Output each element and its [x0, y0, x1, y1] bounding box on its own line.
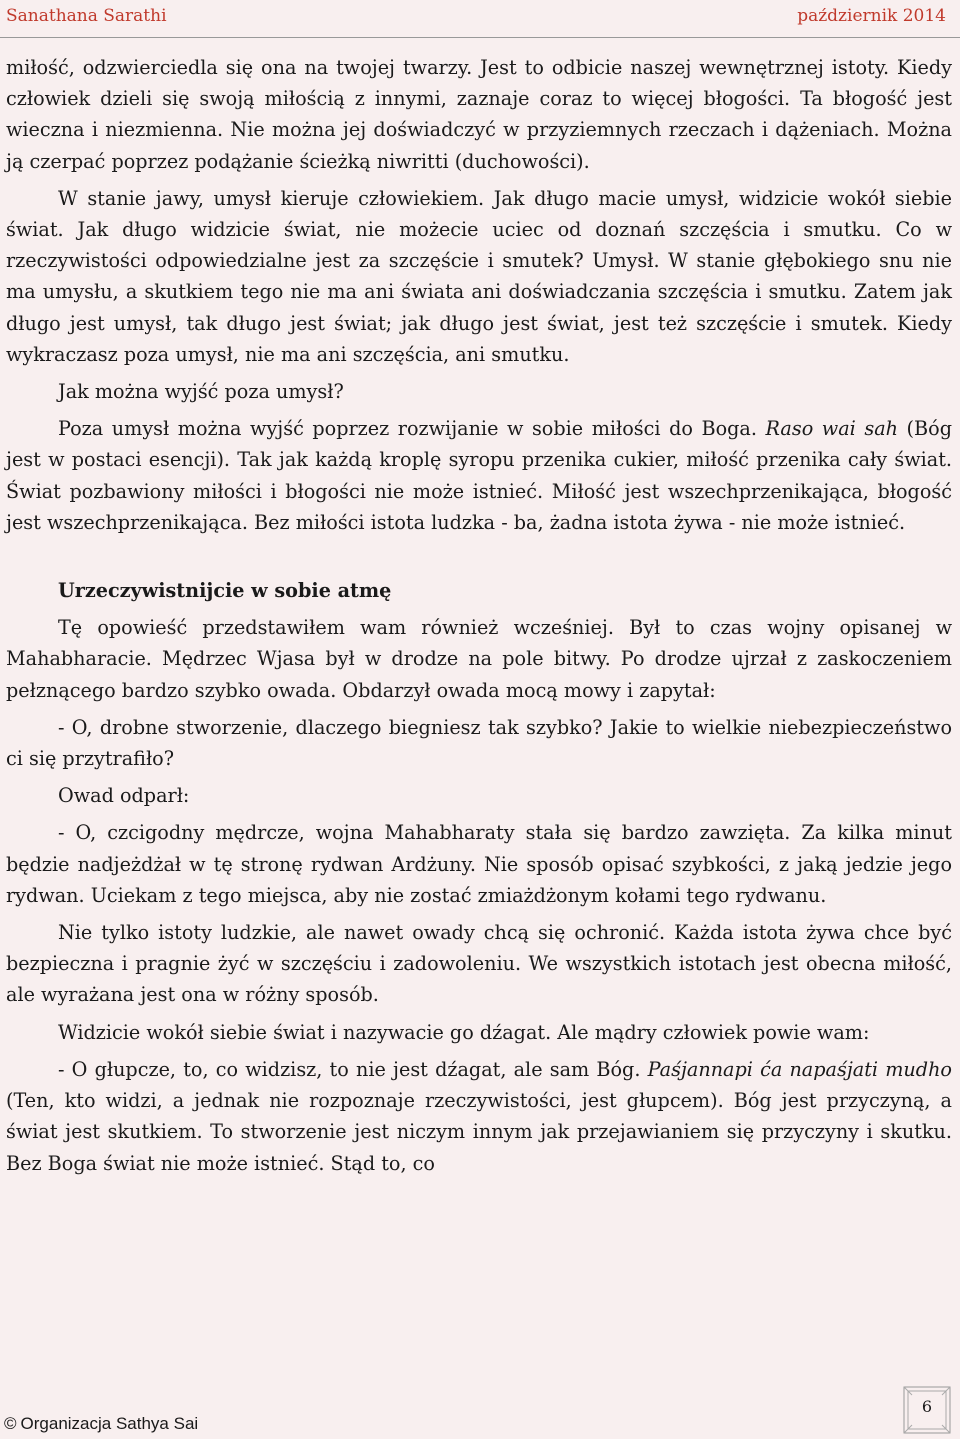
- page-number-badge: [902, 1385, 952, 1435]
- italic-phrase: Raso wai sah: [765, 417, 898, 441]
- dialogue-paragraph: - O, czcigodny mędrcze, wojna Mahabharaty stała się bardzo zawzięta. Za kilka minut będzie nadjeżdżał w tę stronę rydwan Ardżuny. Nie sposób opisać szybkości, z jaką jedzie jego rydwan. Uciekam z tego miejsca, aby nie zostać zmiażdżonym kołami tego rydwanu.: [6, 821, 952, 907]
- copyright-icon: ©: [4, 1414, 17, 1433]
- page-header: [6, 0, 946, 32]
- paragraph: miłość, odzwierciedla się ona na twojej twarzy. Jest to odbicie naszej wewnętrznej istoty. Kiedy człowiek dzieli się swoją miłością z innymi, zaznaje coraz to więcej błogości. Ta błogość jest wieczna i niezmienna. Nie można jej doświadczyć w przyziemnych rzeczach i dążeniach. Można ją czerpać poprzez podążanie ścieżką niwritti (duchowości).: [6, 56, 952, 173]
- question-paragraph: Jak można wyjść poza umysł?: [58, 380, 344, 404]
- header-publication-title: Sanathana Sarathi: [6, 6, 167, 26]
- page-number: 6: [921, 1397, 933, 1416]
- paragraph: Widzicie wokół siebie świat i nazywacie go dźagat. Ale mądry człowiek powie wam:: [58, 1020, 870, 1044]
- footer-organization: Organizacja Sathya Sai: [20, 1414, 199, 1433]
- paragraph: Owad odparł:: [58, 784, 190, 808]
- header-divider: [0, 37, 960, 38]
- dialogue-paragraph: - O, drobne stworzenie, dlaczego biegniesz tak szybko? Jakie to wielkie niebezpieczeństwo ci się przytrafiło?: [6, 715, 952, 771]
- dialogue-paragraph: - O głupcze, to, co widzisz, to nie jest dźagat, ale sam Bóg. Paśjannapi ća napaśjati mudho (Ten, kto widzi, a jednak nie rozpoznaje rzeczywistości, jest głupcem). Bóg jest przyczyną, a świat jest skutkiem. To stworzenie jest niczym innym jak przejawianiem się przyczyny i skutku. Bez Boga świat nie może istnieć. Stąd to, co: [6, 1057, 952, 1175]
- italic-phrase: Paśjannapi ća napaśjati mudho: [647, 1057, 952, 1081]
- paragraph: Tę opowieść przedstawiłem wam również wcześniej. Był to czas wojny opisanej w Mahabharacie. Mędrzec Wjasa był w drodze na pole bitwy. Po drodze ujrzał z zaskoczeniem pełznącego bardzo szybko owada. Obdarzył owada mocą mowy i zapytał:: [6, 616, 952, 702]
- article-body: [6, 52, 952, 1179]
- header-issue-date: październik 2014: [797, 6, 946, 26]
- paragraph: Nie tylko istoty ludzkie, ale nawet owady chcą się ochronić. Każda istota żywa chce być bezpieczna i pragnie żyć w szczęściu i zadowoleniu. We wszystkich istotach jest obecna miłość, ale wyrażana jest ona w różny sposób.: [6, 921, 952, 1007]
- page-footer: [4, 1409, 198, 1439]
- paragraph: Poza umysł można wyjść poprzez rozwijanie w sobie miłości do Boga. Raso wai sah (Bóg jest w postaci esencji). Tak jak każdą kroplę syropu przenika cukier, miłość przenika cały świat. Świat pozbawiony miłości i błogości nie może istnieć. Miłość jest wszechprzenikająca, błogość jest wszechprzenikająca. Bez miłości istota ludzka - ba, żadna istota żywa - nie może istnieć.: [6, 417, 952, 534]
- section-heading: Urzeczywistnijcie w sobie atmę: [58, 579, 392, 603]
- paragraph: W stanie jawy, umysł kieruje człowiekiem. Jak długo macie umysł, widzicie wokół siebie świat. Jak długo widzicie świat, nie możecie uciec od doznań szczęścia i smutku. Co w rzeczywistości odpowiedzialne jest za szczęście i smutek? Umysł. W stanie głębokiego snu nie ma umysłu, a skutkiem tego nie ma ani świata ani doświadczania szczęścia i smutku. Zatem jak długo jest umysł, tak długo jest świat; jak długo jest świat, jest też szczęście i smutek. Kiedy wykraczasz poza umysł, nie ma ani szczęścia, ani smutku.: [6, 186, 952, 366]
